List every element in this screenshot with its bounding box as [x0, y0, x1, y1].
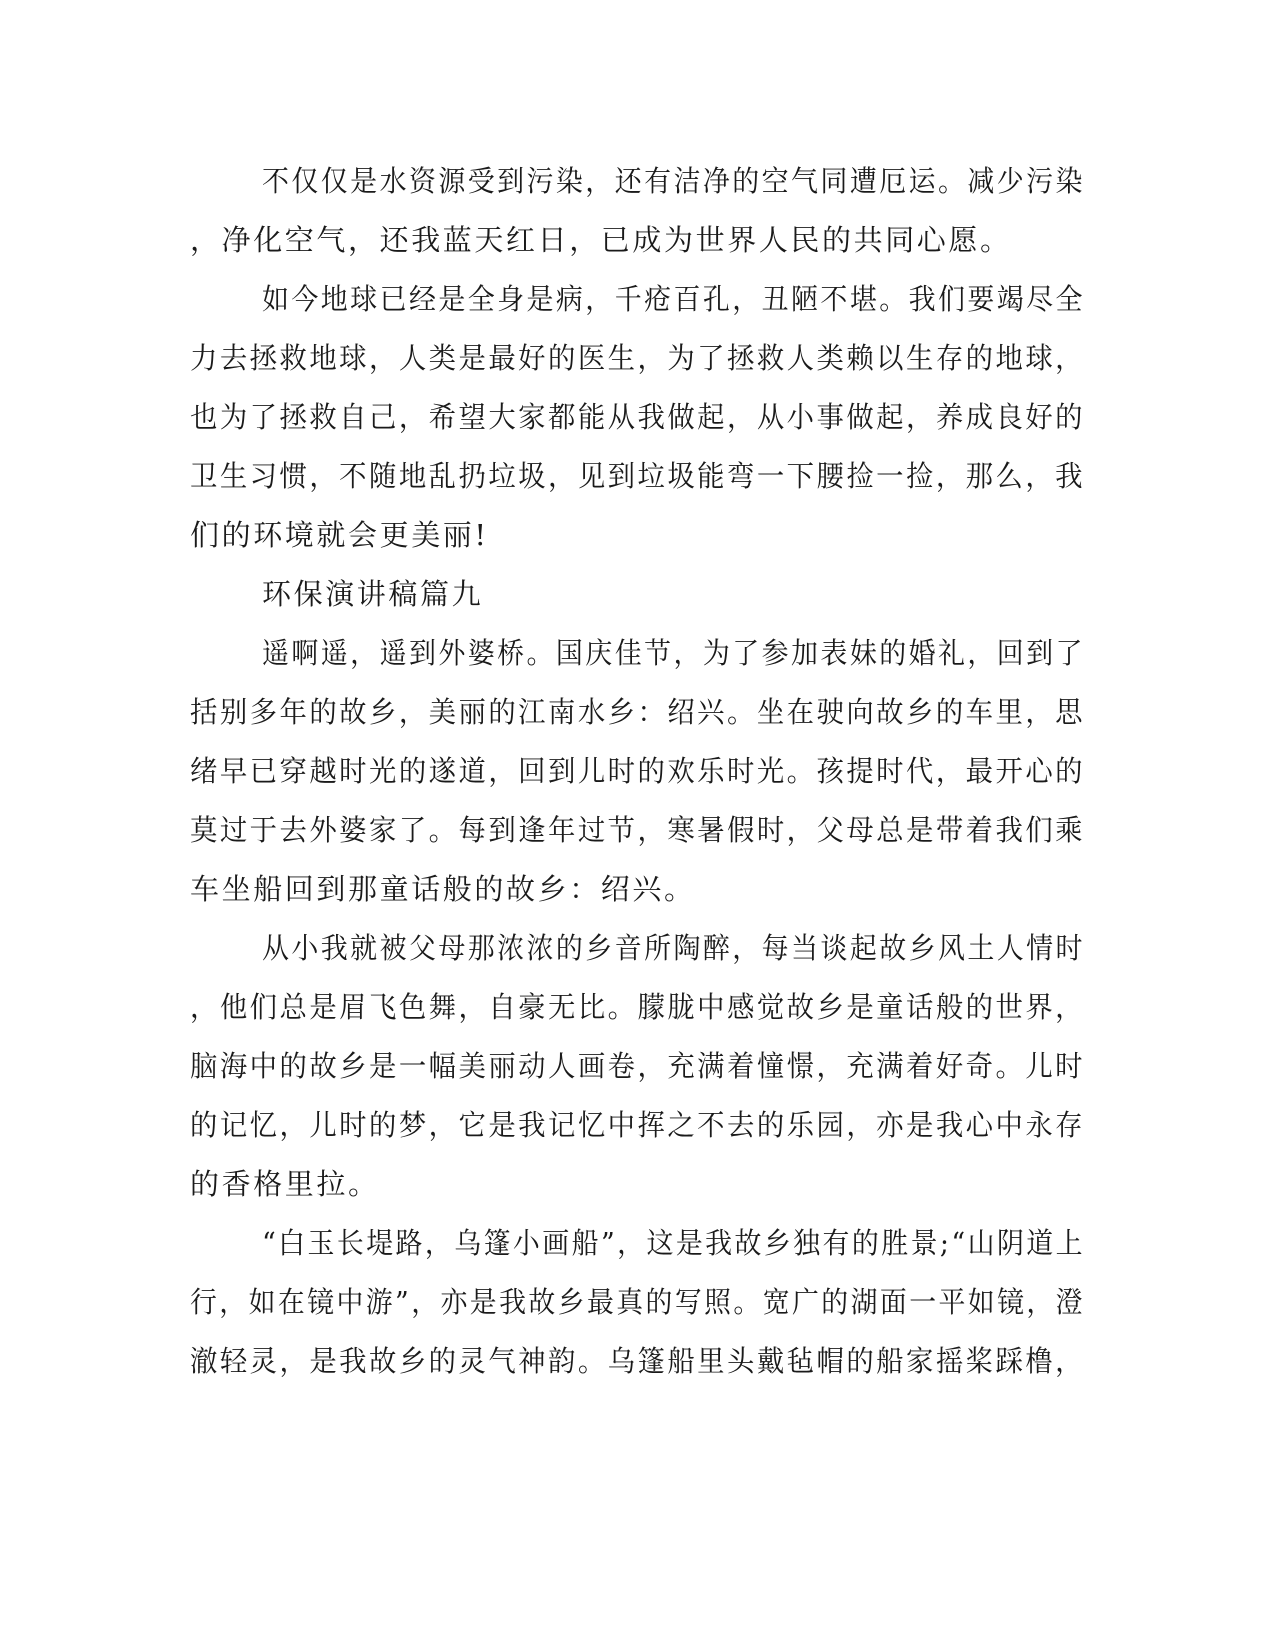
text-line: 行，如在镜中游”，亦是我故乡最真的写照。宽广的湖面一平如镜，澄: [190, 1285, 1085, 1319]
text-line: 脑海中的故乡是一幅美丽动人画卷，充满着憧憬，充满着好奇。儿时: [190, 1049, 1086, 1083]
text-line: 绪早已穿越时光的遂道，回到儿时的欢乐时光。孩提时代，最开心的: [190, 754, 1086, 788]
text-line: “白玉长堤路，乌篷小画船”，这是我故乡独有的胜景;“山阴道上: [262, 1226, 1085, 1260]
text-line: 力去拯救地球，人类是最好的医生，为了拯救人类赖以生存的地球，: [190, 341, 1086, 375]
text-line: ，他们总是眉飞色舞，自豪无比。朦胧中感觉故乡是童话般的世界，: [190, 990, 1086, 1024]
text-line: 的香格里拉。: [190, 1167, 380, 1201]
text-line: 如今地球已经是全身是病，千疮百孔，丑陋不堪。我们要竭尽全: [262, 282, 1085, 316]
text-line: 莫过于去外婆家了。每到逢年过节，寒暑假时，父母总是带着我们乘: [190, 813, 1086, 847]
text-line: 车坐船回到那童话般的故乡：绍兴。: [190, 872, 696, 906]
text-line: 澈轻灵，是我故乡的灵气神韵。乌篷船里头戴毡帽的船家摇桨踩橹，: [190, 1344, 1086, 1378]
text-line: 的记忆，儿时的梦，它是我记忆中挥之不去的乐园，亦是我心中永存: [190, 1108, 1086, 1142]
text-line: 卫生习惯，不随地乱扔垃圾，见到垃圾能弯一下腰捡一捡，那么，我: [190, 459, 1086, 493]
text-line: ，净化空气，还我蓝天红日，已成为世界人民的共同心愿。: [190, 223, 1012, 257]
text-line: 们的环境就会更美丽!: [190, 518, 489, 552]
text-line: 从小我就被父母那浓浓的乡音所陶醉，每当谈起故乡风土人情时: [262, 931, 1085, 965]
section-title: 环保演讲稿篇九: [262, 577, 484, 611]
text-line: 括别多年的故乡，美丽的江南水乡：绍兴。坐在驶向故乡的车里，思: [190, 695, 1086, 729]
text-line: 也为了拯救自己，希望大家都能从我做起，从小事做起，养成良好的: [190, 400, 1086, 434]
text-line: 遥啊遥，遥到外婆桥。国庆佳节，为了参加表妹的婚礼，回到了: [262, 636, 1085, 670]
text-line: 不仅仅是水资源受到污染，还有洁净的空气同遭厄运。减少污染: [262, 164, 1085, 198]
